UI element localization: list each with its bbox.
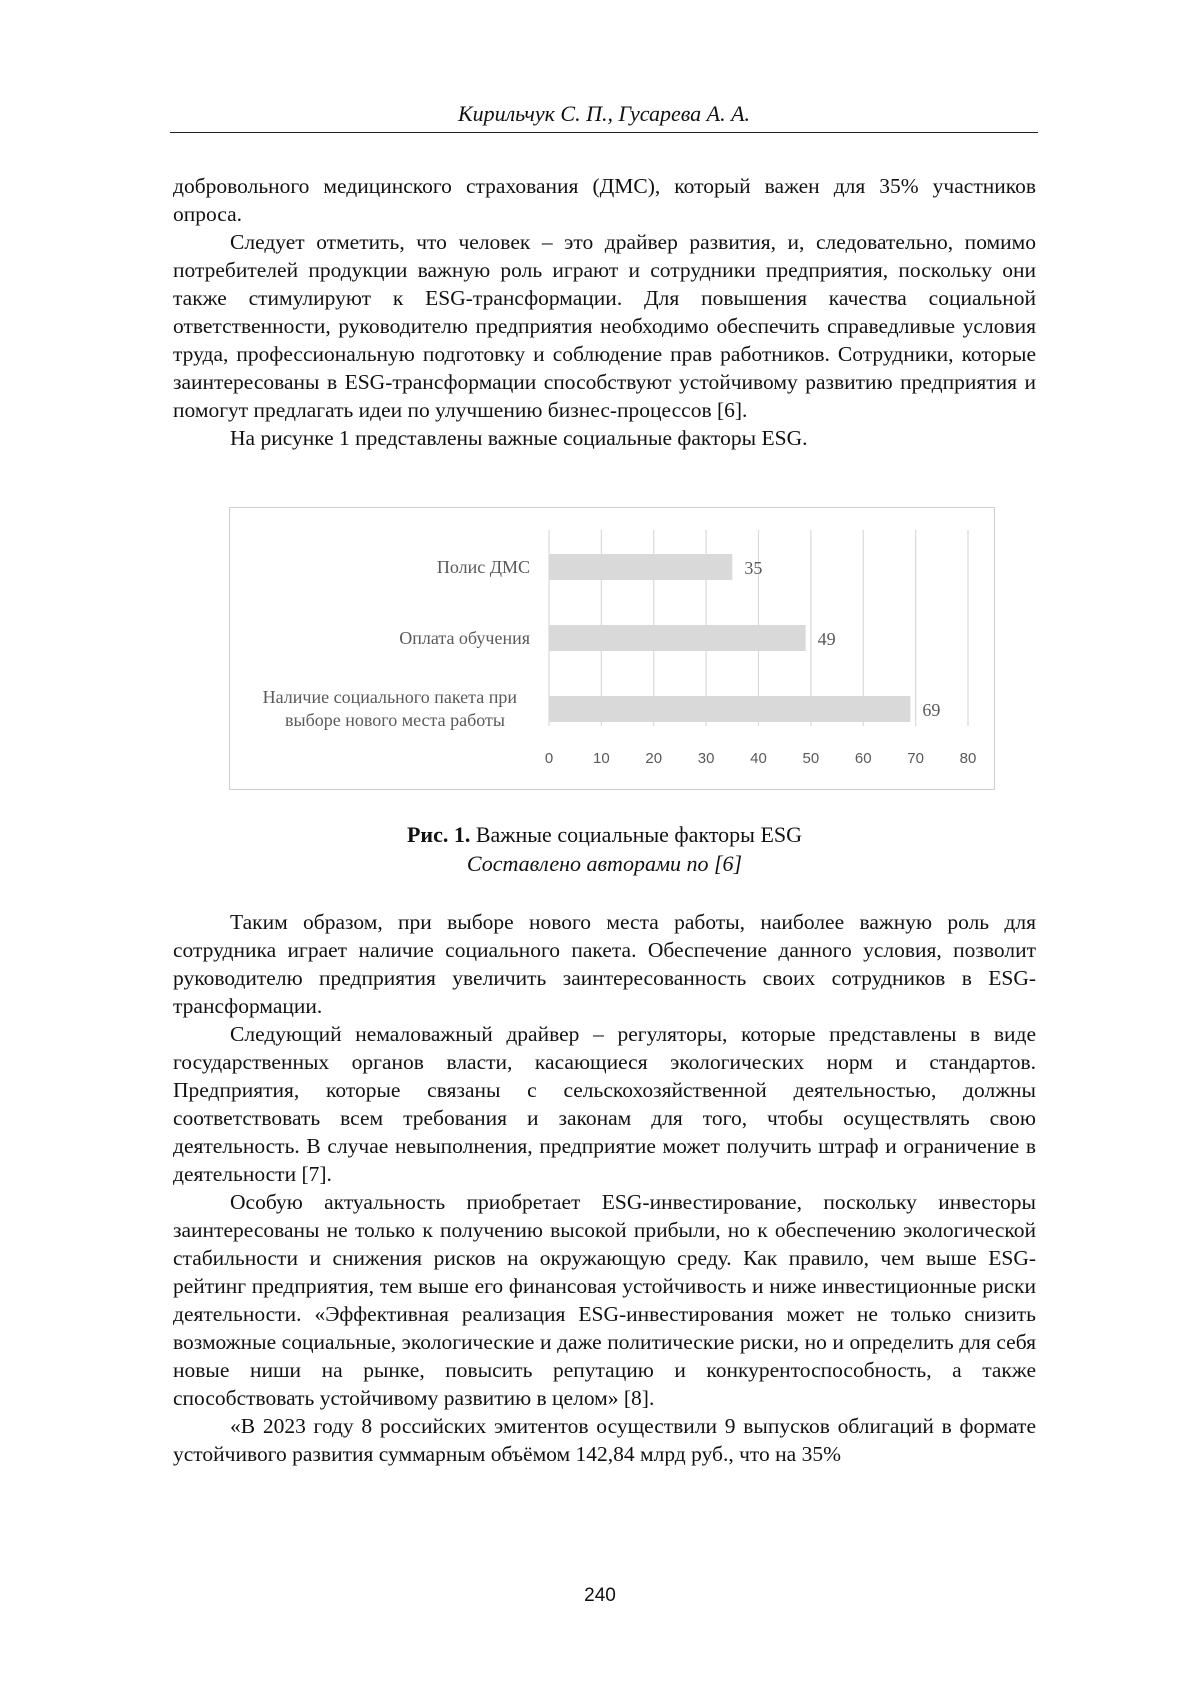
x-tick-label: 70	[907, 750, 924, 767]
chart-canvas	[230, 508, 993, 788]
x-tick-label: 80	[959, 750, 977, 767]
figure-title: Важные социальные факторы ESG	[475, 822, 803, 847]
x-tick-label: 40	[750, 750, 767, 767]
paragraph: Следующий немаловажный драйвер – регуляторы, которые представлены в виде государственных органов власти, касающиеся экологических норм и стандартов. Предприятия, которые связаны с сельскохозяйственной деятельностью, должны соответствовать всем требования и законам для того, чтобы осуществлять свою деятельность. В случае невыполнения, предприятие может получить штраф и ограничение в деятельности [7].	[173, 1022, 1036, 1186]
data-label: 49	[817, 629, 836, 649]
x-tick-label: 30	[697, 750, 715, 767]
bar-chart	[229, 507, 995, 790]
running-header: Кирильчук С. П., Гусарева А. А.	[170, 100, 1038, 133]
x-tick-label: 50	[802, 750, 820, 767]
figure-label: Рис. 1.	[406, 822, 471, 847]
paragraph: Особую актуальность приобретает ESG-инвестирование, поскольку инвесторы заинтересованы не только к получению высокой прибыли, но к обеспечению экологической стабильности и снижения рисков на окружающую среду. Как правило, чем выше ESG-рейтинг предприятия, тем выше его финансовая устойчивость и ниже инвестиционные риски деятельности. «Эффективная реализация ESG-инвестирования может не только снизить возможные социальные, экологические и даже политические риски, но и определить для себя новые ниши на рынке, повысить репутацию и конкурентоспособность, а также способствовать устойчивому развитию в целом» [8].	[173, 1190, 1036, 1410]
x-tick-label: 0	[544, 750, 554, 767]
bar	[549, 696, 910, 722]
figure-caption	[173, 820, 1036, 878]
category-label-line: Наличие социального пакета при	[262, 687, 517, 707]
paragraph: Таким образом, при выборе нового места работы, наиболее важную роль для сотрудника играет наличие социального пакета. Обеспечение данного условия, позволит руководителю предприятия увеличить заинтересованность своих сотрудников в ESG-трансформации.	[173, 910, 1036, 1018]
figure-source: Составлено авторами по [6]	[466, 851, 743, 876]
page-number: 240	[584, 1585, 616, 1606]
bar	[549, 625, 806, 651]
data-label: 35	[744, 558, 763, 578]
x-tick-label: 20	[645, 750, 663, 767]
x-tick-label: 10	[593, 750, 610, 767]
category-label	[437, 557, 530, 577]
body-text-bottom	[173, 908, 1036, 1468]
bar	[549, 554, 732, 580]
category-label-line: выборе нового места работы	[285, 710, 505, 730]
category-label-line: Оплата обучения	[399, 628, 530, 648]
body-text-top	[173, 172, 1036, 452]
paragraph: «В 2023 году 8 российских эмитентов осуществили 9 выпусков облигаций в формате устойчивого развития суммарным объёмом 142,84 млрд руб., что на 35%	[173, 1414, 1036, 1466]
paragraph: На рисунке 1 представлены важные социальные факторы ESG.	[230, 426, 808, 450]
category-label	[399, 628, 530, 648]
category-label-line: Полис ДМС	[436, 557, 530, 577]
data-label: 69	[922, 700, 941, 720]
paragraph: добровольного медицинского страхования (ДМС), который важен для 35% участников опроса.	[173, 174, 1036, 226]
x-tick-label: 60	[854, 750, 872, 767]
paragraph: Следует отметить, что человек – это драйвер развития, и, следовательно, помимо потребителей продукции важную роль играют и сотрудники предприятия, поскольку они также стимулируют к ESG-трансформации. Для повышения качества социальной ответственности, руководителю предприятия необходимо обеспечить справедливые условия труда, профессиональную подготовку и соблюдение прав работников. Сотрудники, которые заинтересованы в ESG-трансформации способствуют устойчивому развитию предприятия и помогут предлагать идеи по улучшению бизнес-процессов [6].	[173, 230, 1036, 422]
category-label	[263, 687, 518, 730]
